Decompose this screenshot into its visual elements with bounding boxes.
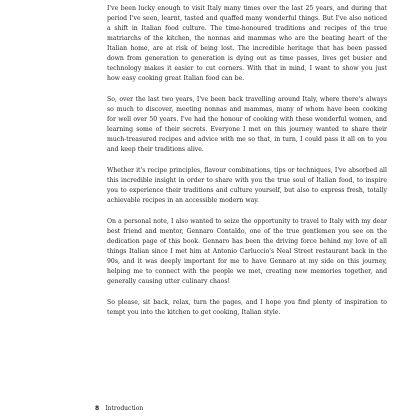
paragraph-5: So please, sit back, relax, turn the pages, and I hope you find plenty of inspiration to tempt you into the kitchen to get cooking, Italian style. [107,299,387,316]
page-footer [95,405,143,413]
running-head: Introduction [105,405,144,412]
page-number: 8 [95,405,100,412]
body-text [107,4,387,329]
paragraph-1: I've been lucky enough to visit Italy many times over the last 25 years, and during that period I've seen, learnt, tasted and quaffed many wonderful things. But I've also noticed a shift in Italian food culture. The time-honoured traditions and recipes of the true matriarchs of the kitchen, the nonnas and mammas who are the beating heart of the Italian home, are at risk of being lost. The incredible heritage that has been passed down from generation to generation is dying out as time passes, lives get busier and technology makes it easier to cut corners. With that in mind, I want to show you just how easy cooking great Italian food can be. [107,5,387,82]
paragraph-2: So, over the last two years, I've been back travelling around Italy, where there's always so much to discover, meeting nonnas and mammas, many of whom have been cooking for well over 50 years. I've had the honour of cooking with these wonderful women, and learning some of their secrets. Everyone I met on this journey wanted to share their much-treasured recipes and advice with me so that, in turn, I could pass it all on to you and keep their traditions alive. [107,96,387,153]
paragraph-4: On a personal note, I also wanted to seize the opportunity to travel to Italy with my dear best friend and mentor, Gennaro Contaldo, one of the true gentlemen you see on the dedication page of this book. Gennaro has been the driving force behind my love of all things Italian since I met him at Antonio Carluccio's Neal Street restaurant back in the 90s, and it was deeply important for me to have Gennaro at my side on this journey, helping me to connect with the people we met, creating new memories together, and generally causing utter culinary chaos! [107,218,387,285]
paragraph-3: Whether it's recipe principles, flavour combinations, tips or techniques, I've absorbed all this incredible insight in order to share with you the true soul of Italian food, to inspire you to experience their traditions and culture yourself, but also to express fresh, totally achievable recipes in an accessible modern way. [107,167,387,204]
